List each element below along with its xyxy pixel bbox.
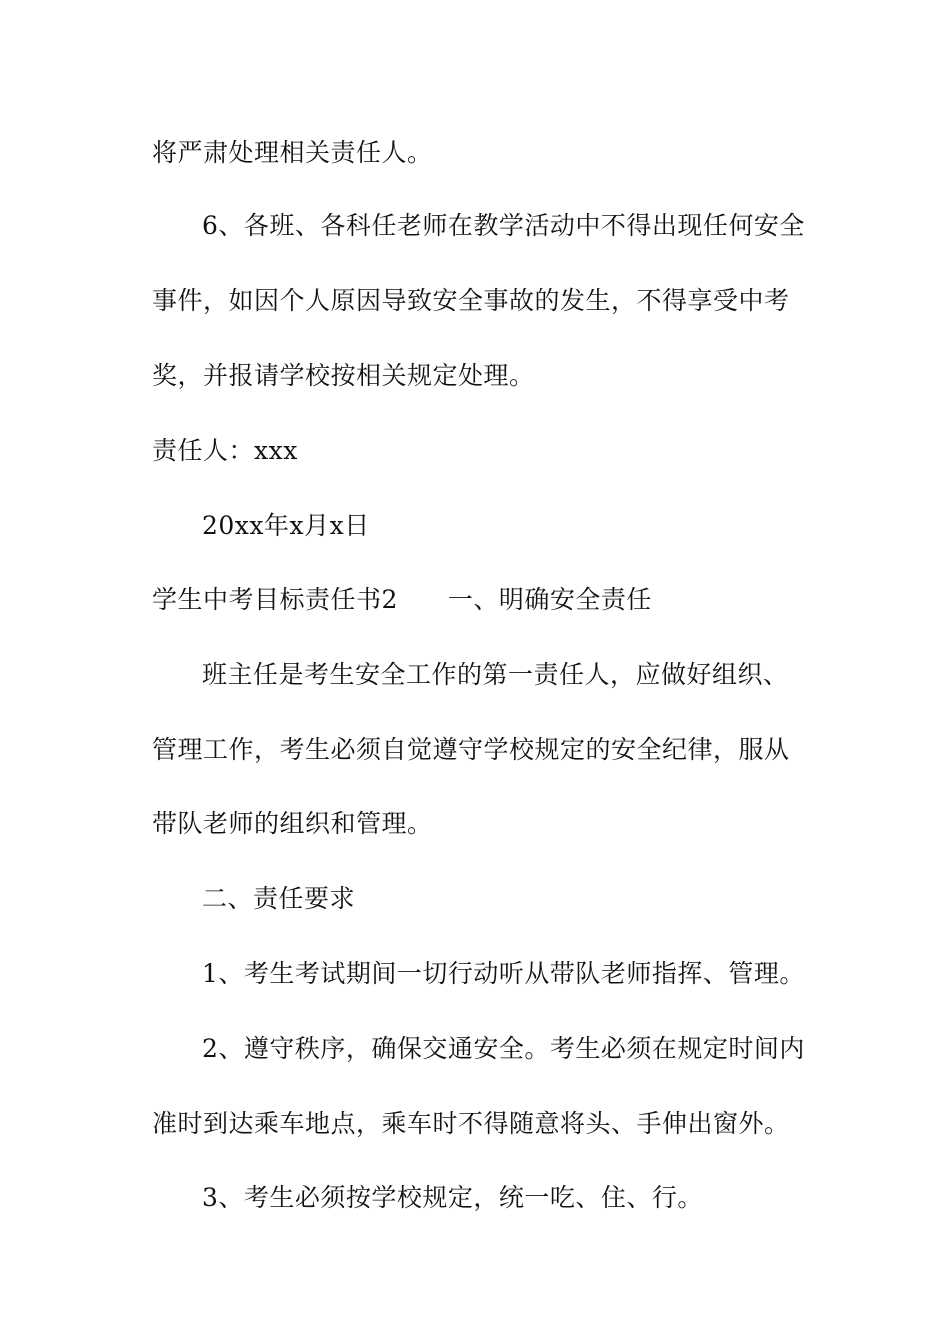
- paragraph-line: 将严肃处理相关责任人。: [152, 138, 433, 167]
- paragraph-line: 3、考生必须按学校规定，统一吃、住、行。: [202, 1183, 703, 1212]
- paragraph-line: 管理工作，考生必须自觉遵守学校规定的安全纪律，服从: [152, 735, 790, 764]
- paragraph-line: 6、各班、各科任老师在教学活动中不得出现任何安全: [202, 211, 805, 240]
- paragraph-line: 班主任是考生安全工作的第一责任人，应做好组织、: [202, 660, 789, 689]
- paragraph-line: 2、遵守秩序，确保交通安全。考生必须在规定时间内: [202, 1034, 805, 1063]
- paragraph-line: 1、考生考试期间一切行动听从带队老师指挥、管理。: [202, 959, 805, 988]
- section-heading: 二、责任要求: [202, 884, 356, 913]
- paragraph-line: 奖，并报请学校按相关规定处理。: [152, 361, 535, 390]
- section-heading: 一、明确安全责任: [447, 585, 652, 614]
- paragraph-line: 带队老师的组织和管理。: [152, 809, 433, 838]
- document-title: 学生中考目标责任书2: [152, 585, 398, 614]
- date-line: 20xx年x月x日: [202, 511, 370, 540]
- signature-label: 责任人：xxx: [152, 436, 298, 465]
- section-heading-line: [152, 585, 652, 615]
- paragraph-line: 准时到达乘车地点，乘车时不得随意将头、手伸出窗外。: [152, 1109, 790, 1138]
- paragraph-line: 事件，如因个人原因导致安全事故的发生，不得享受中考: [152, 286, 790, 315]
